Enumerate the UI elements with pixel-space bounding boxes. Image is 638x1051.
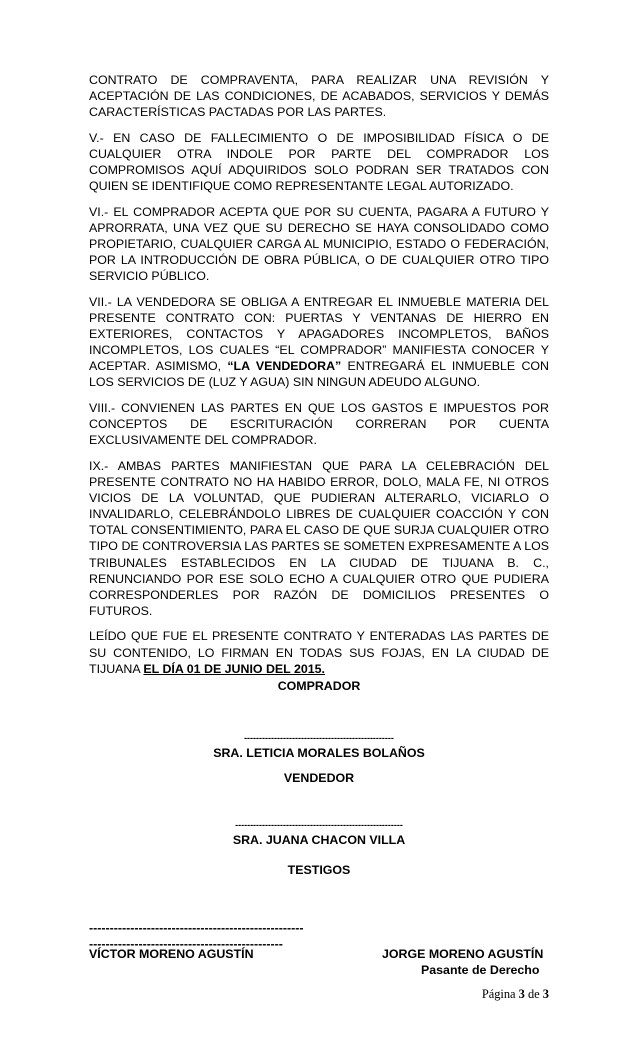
- paragraph-clause-vi: VI.- EL COMPRADOR ACEPTA QUE POR SU CUENTA, PAGARA A FUTURO Y APRORRATA, UNA VEZ QUE SU DERECHO SE HAYA CONSOLIDADO COMO PROPIETARIO, CUALQUIER CARGA AL MUNICIPIO, ESTADO O FEDERACIÓN, POR LA INTRODUCCIÓN DE OBRA PÚBLICA, O DE CUALQUIER OTRO TIPO SERVICIO PÚBLICO.: [89, 204, 549, 284]
- paragraph-clause-viii: VIII.- CONVIENEN LAS PARTES EN QUE LOS GASTOS E IMPUESTOS POR CONCEPTOS DE ESCRITURACIÓN CORRERAN POR CUENTA EXCLUSIVAMENTE DEL COMPRADOR.: [89, 401, 549, 448]
- witness-2-title: Pasante de Derecho: [421, 963, 540, 977]
- clause-vii-bold-term: “LA VENDEDORA”: [227, 359, 342, 374]
- current-page-number: 3: [518, 987, 525, 1001]
- seller-heading: VENDEDOR: [283, 771, 355, 785]
- witness-signature-line-1: ----------------------------------------------------: [89, 921, 304, 935]
- contract-body: [89, 72, 549, 686]
- paragraph-clause-v: V.- EN CASO DE FALLECIMIENTO O DE IMPOSIBILIDAD FÍSICA O DE CUALQUIER OTRA INDOLE POR PARTE DEL COMPRADOR LOS COMPROMISOS AQUÍ ADQUIRIDOS SOLO PODRAN SER TRATADOS CON QUIEN SE IDENTIFIQUE COMO REPRESENTANTE LEGAL AUTORIZADO.: [89, 130, 549, 194]
- page-word: Página: [481, 987, 516, 1001]
- clause-vii-text-end: ENTREGARÁ EL INMUEBLE CON LOS SERVICIOS DE (LUZ Y AGUA) SIN NINGUN ADEUDO ALGUNO.: [89, 359, 549, 390]
- page-number-footer: [482, 987, 549, 1002]
- buyer-signature-line: --------------------------------------------------: [244, 733, 394, 743]
- total-pages-number: 3: [542, 987, 549, 1001]
- paragraph-clause-ix: IX.- AMBAS PARTES MANIFIESTAN QUE PARA LA CELEBRACIÓN DEL PRESENTE CONTRATO NO HA HABIDO ERROR, DOLO, MALA FE, NI OTROS VICIOS DE LA VOLUNTAD, QUE PUDIERAN ALTERARLO, VICIARLO O INVALIDARLO, CELEBRÁNDOLO LIBRES DE CUALQUIER COACCIÓN Y CON TOTAL CONSENTIMIENTO, PARA EL CASO DE QUE SURJA CUALQUIER OTRO TIPO DE CONTROVERSIA LAS PARTES SE SOMETEN EXPRESAMENTE A LOS TRIBUNALES ESTABLECIDOS EN LA CIUDAD DE TIJUANA B. C., RENUNCIANDO POR ESE SOLO ECHO A CUALQUIER OTRO QUE PUDIERA CORRESPONDERLES POR RAZÓN DE DOMICILIOS PRESENTES O FUTUROS.: [89, 458, 549, 618]
- buyer-heading: COMPRADOR: [277, 679, 361, 693]
- witness-1-name: VÍCTOR MORENO AGUSTÍN: [89, 947, 254, 961]
- closing-text: LEÍDO QUE FUE EL PRESENTE CONTRATO Y ENTERADAS LAS PARTES DE SU CONTENIDO, LO FIRMAN EN TODAS SUS FOJAS, EN LA CIUDAD DE TIJUANA: [89, 629, 549, 676]
- witness-signature-line-2: -----------------------------------------------: [89, 937, 283, 951]
- buyer-name: SRA. LETICIA MORALES BOLAÑOS: [213, 746, 425, 760]
- witnesses-heading: TESTIGOS: [287, 863, 351, 877]
- paragraph-intro: CONTRATO DE COMPRAVENTA, PARA REALIZAR UNA REVISIÓN Y ACEPTACIÓN DE LAS CONDICIONES, DE ACABADOS, SERVICIOS Y DEMÁS CARACTERÍSTICAS PACTADAS POR LAS PARTES.: [89, 73, 549, 120]
- of-word: de: [527, 987, 540, 1001]
- seller-signature-line: --------------------------------------------------------: [235, 820, 403, 830]
- closing-date: EL DÍA 01 DE JUNIO DEL 2015.: [143, 661, 325, 676]
- paragraph-closing: [89, 628, 549, 676]
- paragraph-clause-vii: [89, 294, 549, 391]
- clause-vii-text-start: VII.- LA VENDEDORA SE OBLIGA A ENTREGAR EL INMUEBLE MATERIA DEL PRESENTE CONTRATO CON: PUERTAS Y VENTANAS DE HIERRO EN EXTERIORES, CONTACTOS Y APAGADORES INCOMPLETOS, BAÑOS INCOMPLETOS, LOS CUALES “EL COMPRADOR” MANIFIESTA CONOCER Y ACEPTAR. ASIMISMO,: [89, 294, 549, 374]
- seller-name: SRA. JUANA CHACON VILLA: [232, 833, 406, 847]
- witness-2-name: JORGE MORENO AGUSTÍN: [382, 947, 544, 961]
